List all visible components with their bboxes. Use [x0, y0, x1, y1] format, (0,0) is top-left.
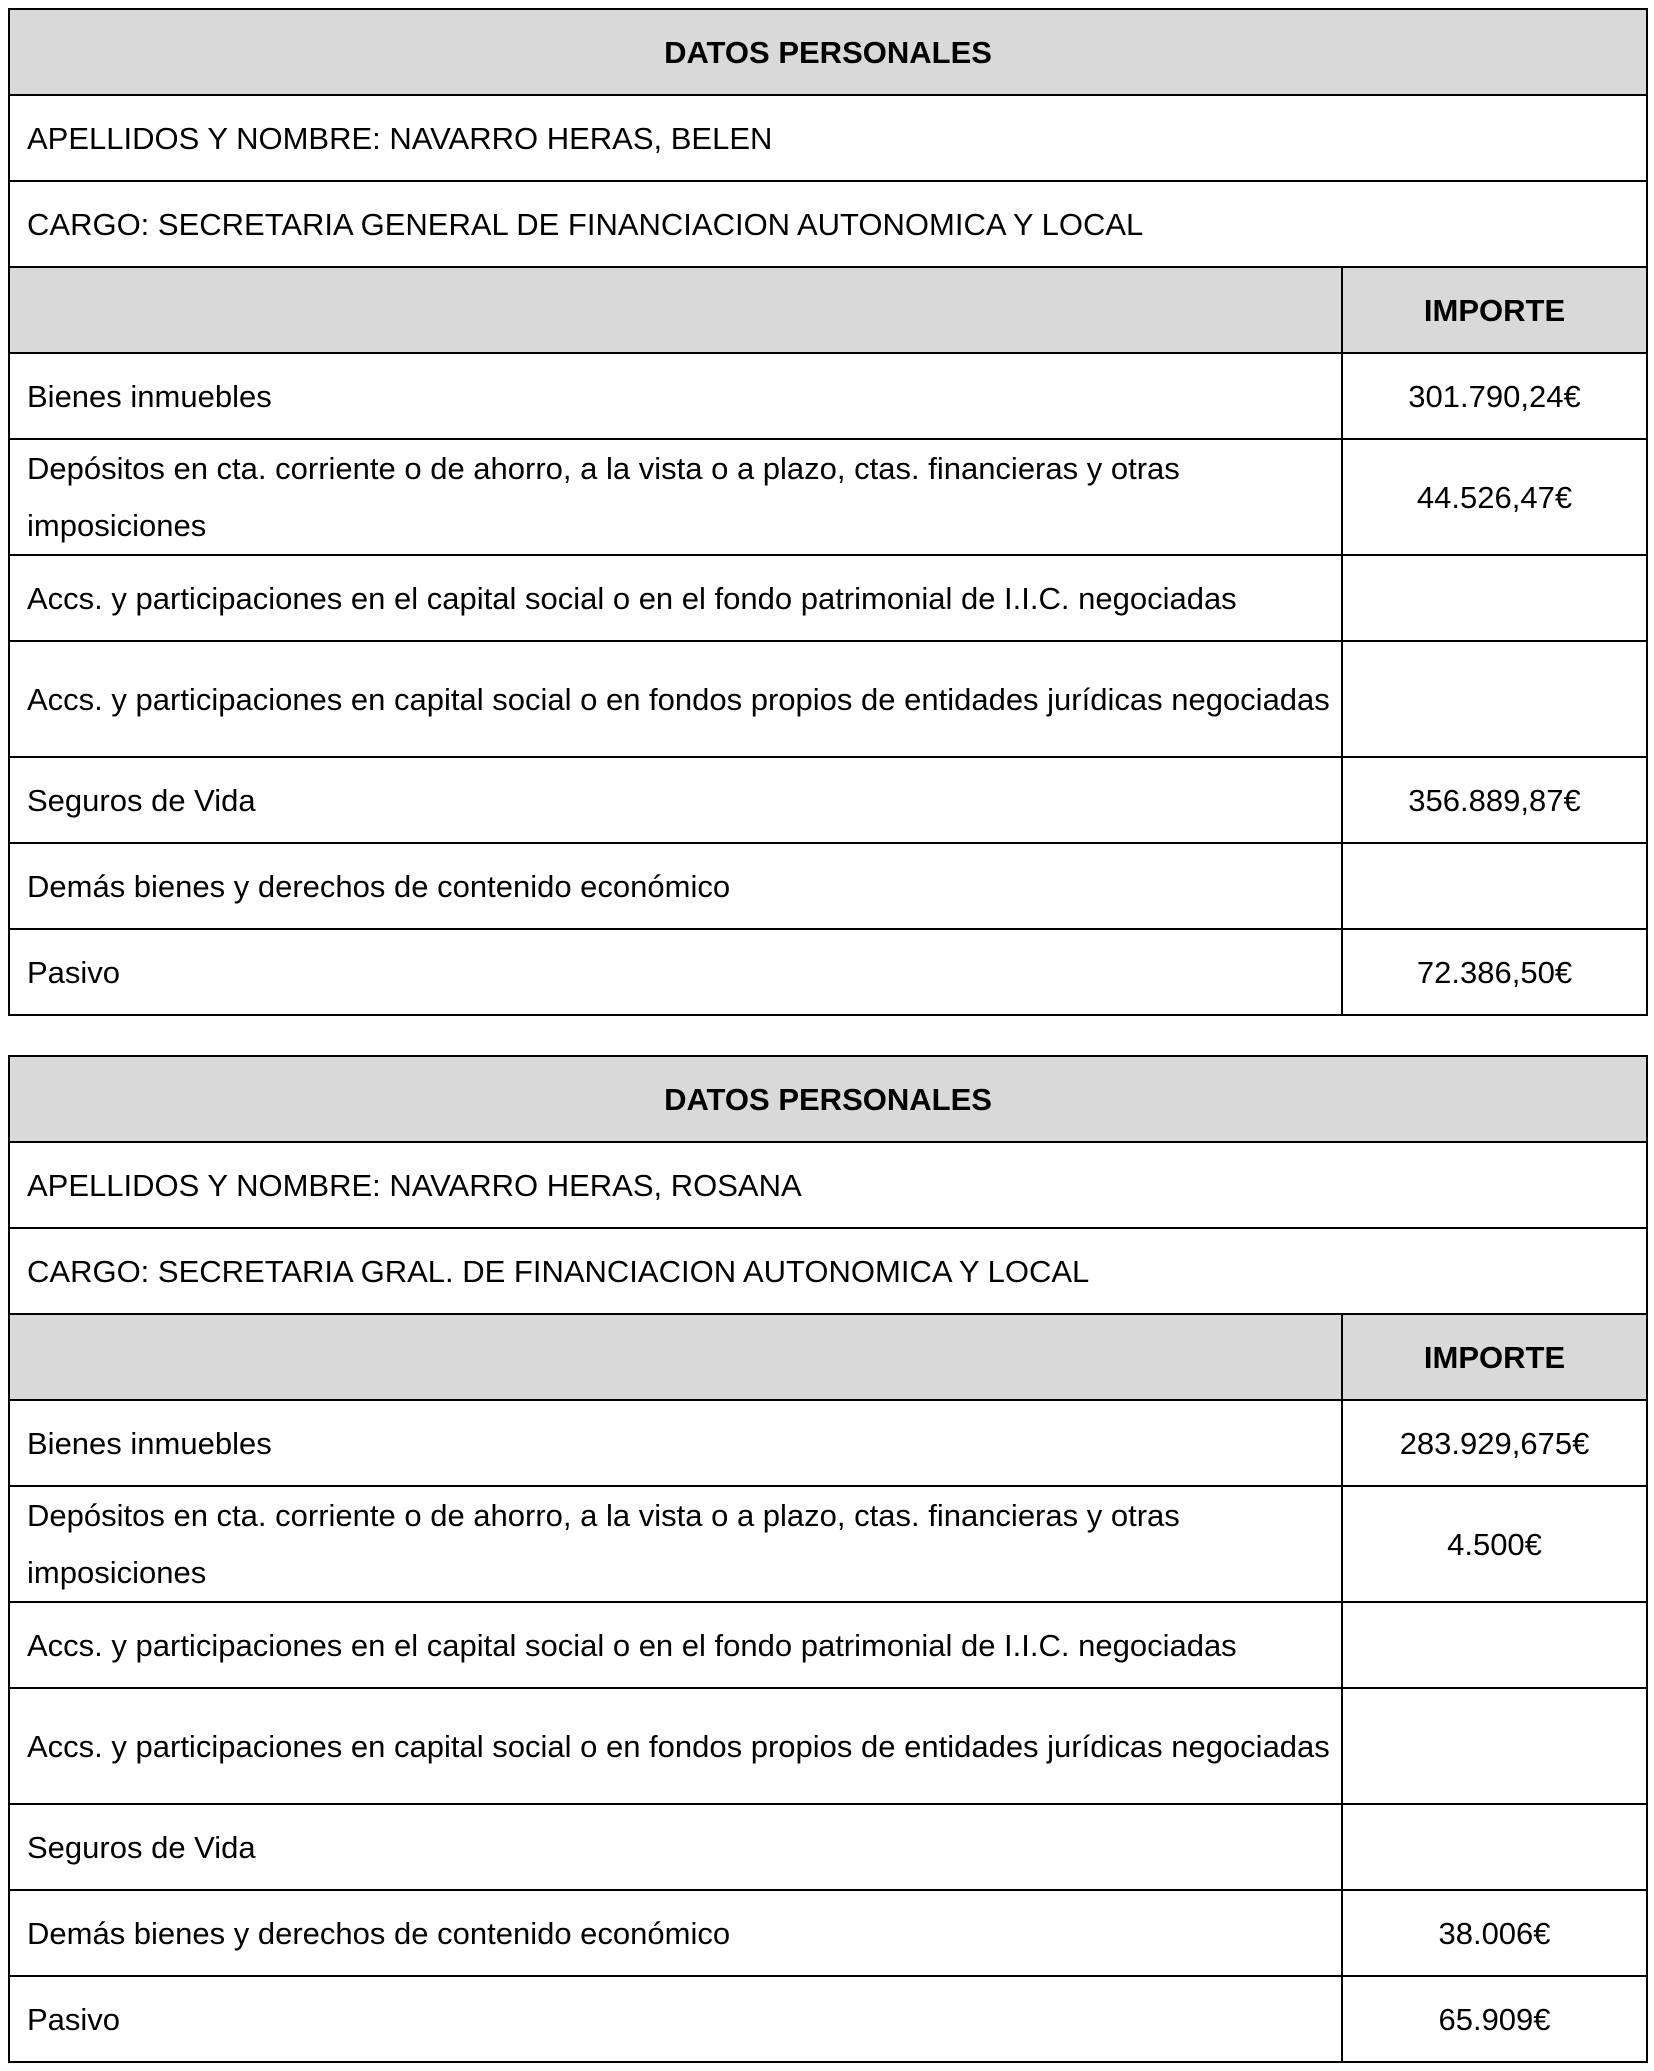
- name-row: [9, 95, 1647, 181]
- concept-column-header: [9, 267, 1342, 353]
- amount-column-header: IMPORTE: [1342, 1314, 1647, 1400]
- section-title: DATOS PERSONALES: [9, 1056, 1647, 1142]
- asset-amount: 283.929,675€: [1342, 1400, 1647, 1486]
- asset-row: [9, 1890, 1647, 1976]
- position-line: CARGO: SECRETARIA GRAL. DE FINANCIACION AUTONOMICA Y LOCAL: [9, 1228, 1647, 1314]
- section-title: DATOS PERSONALES: [9, 9, 1647, 95]
- position-row: [9, 181, 1647, 267]
- asset-amount: [1342, 641, 1647, 757]
- asset-concept: Accs. y participaciones en capital social o en fondos propios de entidades jurídicas negociadas: [9, 1688, 1342, 1804]
- asset-concept: Bienes inmuebles: [9, 1400, 1342, 1486]
- position-row: [9, 1228, 1647, 1314]
- liability-row: [9, 1976, 1647, 2062]
- asset-concept: Depósitos en cta. corriente o de ahorro, a la vista o a plazo, ctas. financieras y otras imposiciones: [9, 1486, 1342, 1602]
- asset-row: [9, 1400, 1647, 1486]
- asset-amount: [1342, 843, 1647, 929]
- section-header-row: [9, 1056, 1647, 1142]
- asset-concept: Bienes inmuebles: [9, 353, 1342, 439]
- asset-amount: 301.790,24€: [1342, 353, 1647, 439]
- asset-amount: [1342, 1688, 1647, 1804]
- asset-row: [9, 1688, 1647, 1804]
- liability-amount: 65.909€: [1342, 1976, 1647, 2062]
- asset-concept: Accs. y participaciones en el capital social o en el fondo patrimonial de I.I.C. negociadas: [9, 1602, 1342, 1688]
- asset-concept: Demás bienes y derechos de contenido económico: [9, 843, 1342, 929]
- name-line: APELLIDOS Y NOMBRE: NAVARRO HERAS, BELEN: [9, 95, 1647, 181]
- liability-concept: Pasivo: [9, 929, 1342, 1015]
- asset-row: [9, 641, 1647, 757]
- asset-concept: Depósitos en cta. corriente o de ahorro, a la vista o a plazo, ctas. financieras y otras imposiciones: [9, 439, 1342, 555]
- asset-amount: [1342, 1602, 1647, 1688]
- asset-amount: 38.006€: [1342, 1890, 1647, 1976]
- asset-row: [9, 843, 1647, 929]
- column-header-row: [9, 1314, 1647, 1400]
- asset-declaration-table-2: [8, 1055, 1648, 2063]
- asset-amount: 44.526,47€: [1342, 439, 1647, 555]
- asset-amount: 356.889,87€: [1342, 757, 1647, 843]
- asset-row: [9, 439, 1647, 555]
- asset-concept: Seguros de Vida: [9, 1804, 1342, 1890]
- asset-row: [9, 1602, 1647, 1688]
- asset-concept: Accs. y participaciones en capital social o en fondos propios de entidades jurídicas negociadas: [9, 641, 1342, 757]
- position-line: CARGO: SECRETARIA GENERAL DE FINANCIACION AUTONOMICA Y LOCAL: [9, 181, 1647, 267]
- liability-row: [9, 929, 1647, 1015]
- asset-amount: 4.500€: [1342, 1486, 1647, 1602]
- asset-row: [9, 1486, 1647, 1602]
- liability-concept: Pasivo: [9, 1976, 1342, 2062]
- section-header-row: [9, 9, 1647, 95]
- asset-amount: [1342, 1804, 1647, 1890]
- asset-declaration-table-1: [8, 8, 1648, 1016]
- asset-row: [9, 353, 1647, 439]
- asset-row: [9, 757, 1647, 843]
- concept-column-header: [9, 1314, 1342, 1400]
- asset-amount: [1342, 555, 1647, 641]
- liability-amount: 72.386,50€: [1342, 929, 1647, 1015]
- column-header-row: [9, 267, 1647, 353]
- name-row: [9, 1142, 1647, 1228]
- asset-concept: Demás bienes y derechos de contenido económico: [9, 1890, 1342, 1976]
- name-line: APELLIDOS Y NOMBRE: NAVARRO HERAS, ROSANA: [9, 1142, 1647, 1228]
- amount-column-header: IMPORTE: [1342, 267, 1647, 353]
- asset-concept: Seguros de Vida: [9, 757, 1342, 843]
- asset-row: [9, 1804, 1647, 1890]
- asset-row: [9, 555, 1647, 641]
- asset-concept: Accs. y participaciones en el capital social o en el fondo patrimonial de I.I.C. negociadas: [9, 555, 1342, 641]
